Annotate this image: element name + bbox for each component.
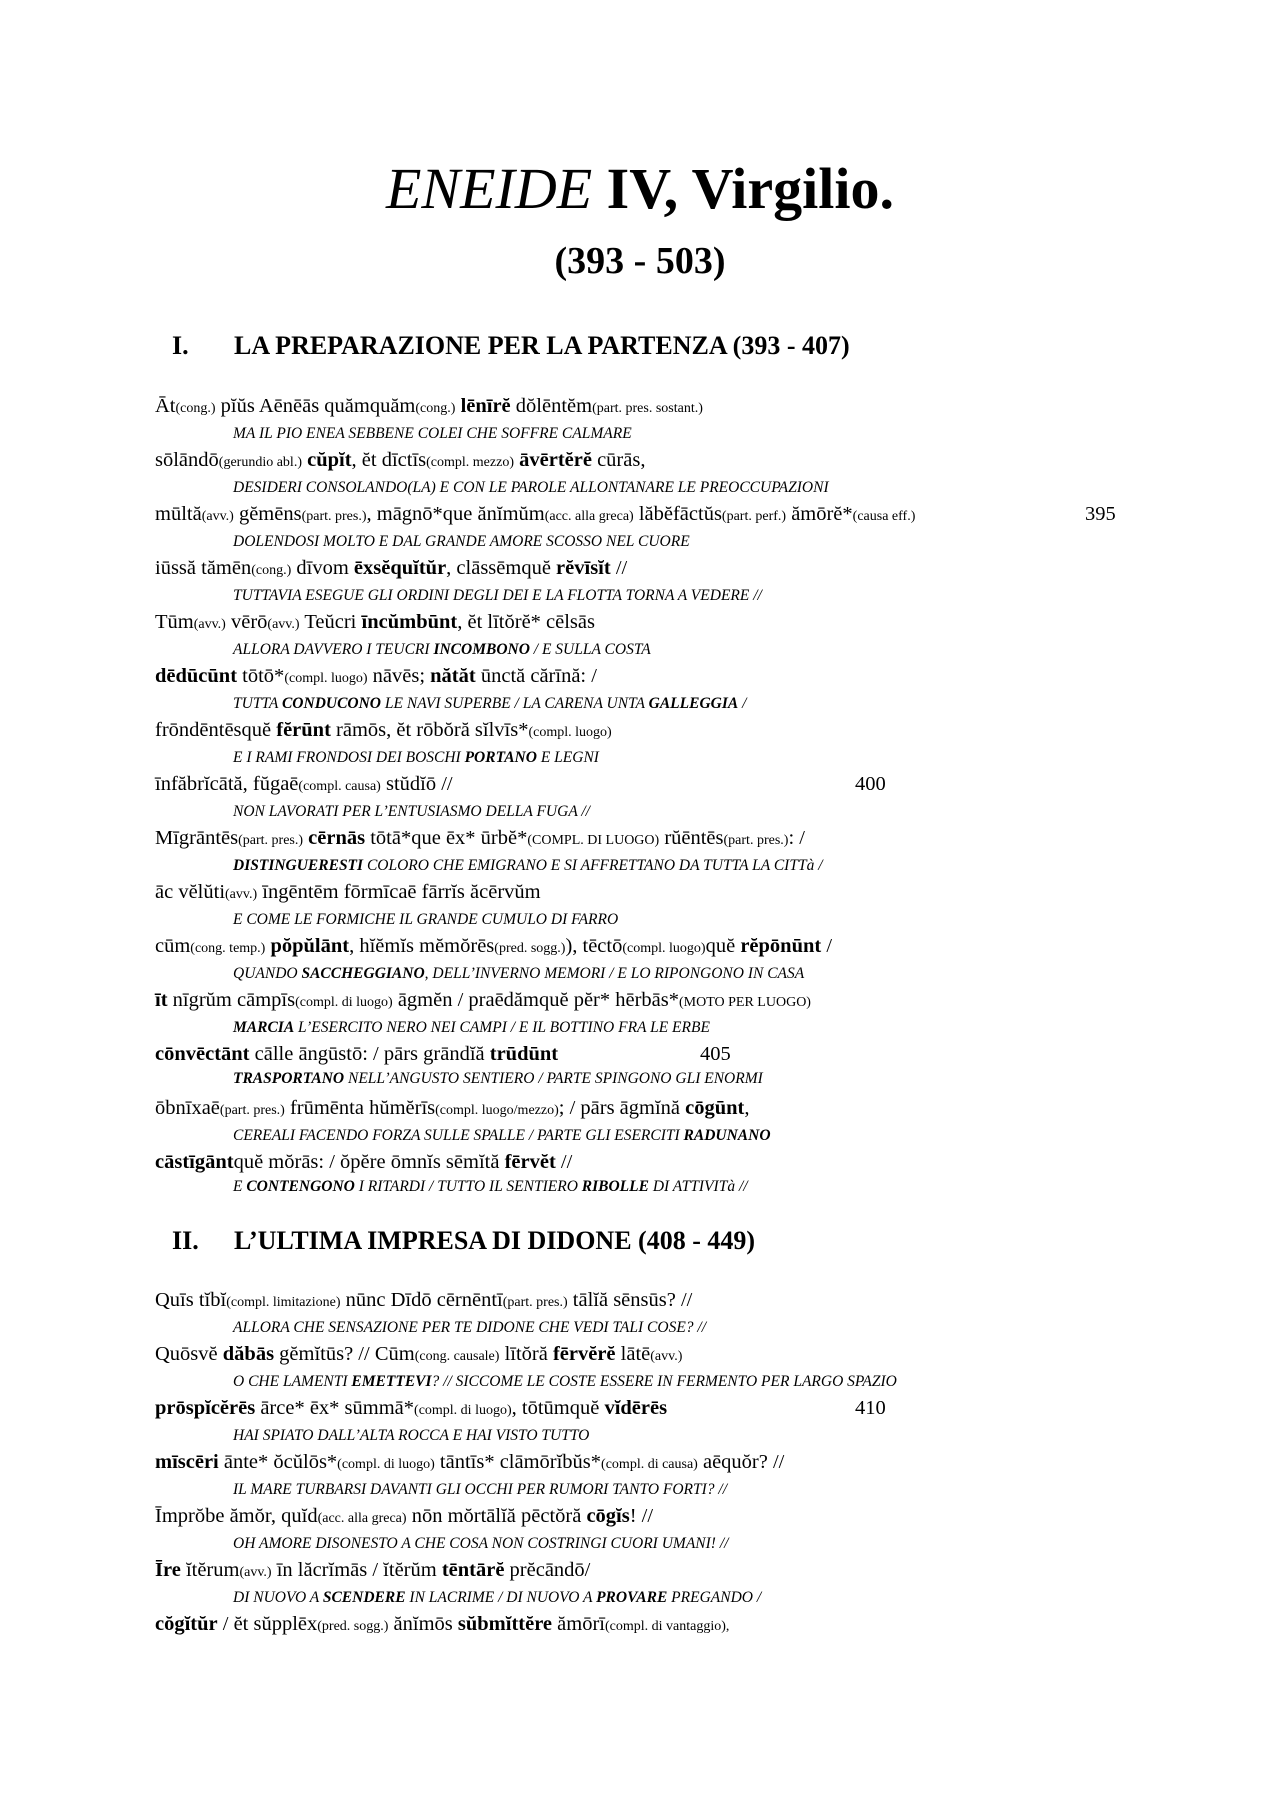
verse-number: 400 — [855, 773, 886, 795]
section-number: I. — [172, 331, 189, 360]
section-lines-2 — [155, 1287, 1135, 1665]
verb-text: cōnvēctānt — [155, 1043, 250, 1065]
text-segment: COLORO CHE EMIGRANO E SI AFFRETTANO DA TUTTA LA CITTà / — [363, 857, 823, 874]
grammar-note: (avv.) — [193, 617, 226, 632]
latin-verse — [155, 987, 1135, 1016]
verb-text: TRASPORTANO — [233, 1070, 345, 1087]
text-segment: cūrās, — [591, 449, 646, 471]
grammar-note: (cong.) — [175, 401, 216, 416]
latin-verse — [155, 825, 1135, 854]
latin-verse — [155, 879, 1135, 908]
grammar-note: (part. pres.) — [238, 833, 304, 848]
verse-pair — [155, 1095, 1135, 1149]
verb-text: Īre — [155, 1559, 181, 1581]
verb-text: prōspĭcĕrēs — [155, 1397, 256, 1419]
latin-verse — [155, 1557, 1135, 1586]
text-segment: āc vĕlŭti — [155, 881, 226, 903]
verse-pair — [155, 501, 1135, 555]
verb-text: rĕpōnūnt — [740, 935, 822, 957]
grammar-note: (compl. di vantaggio), — [604, 1619, 730, 1634]
grammar-note: (pred. sogg.) — [494, 941, 566, 956]
text-segment: cūm — [155, 935, 191, 957]
grammar-note: (cong. causale) — [414, 1349, 500, 1364]
text-segment: , ĕt lītŏrĕ* cēlsās — [457, 611, 595, 633]
italian-translation — [233, 692, 1135, 716]
text-segment: lītŏră — [499, 1343, 553, 1365]
verb-text: EMETTEVI — [351, 1373, 432, 1390]
verse-pair — [155, 663, 1135, 717]
document-title — [0, 156, 1280, 221]
text-segment: ūnctă cărīnă: / — [475, 665, 597, 687]
section-heading-1 — [172, 333, 850, 359]
latin-verse — [155, 1095, 1135, 1124]
grammar-note: (compl. luogo) — [622, 941, 706, 956]
italian-translation — [233, 584, 1135, 608]
verb-text: CONDUCONO — [281, 695, 382, 712]
verse-pair — [155, 1557, 1135, 1611]
grammar-note: (gerundio abl.) — [218, 455, 302, 470]
text-segment: DI ATTIVITà // — [648, 1178, 748, 1195]
text-segment: OH AMORE DISONESTO A CHE COSA NON COSTRINGI CUORI UMANI! // — [233, 1535, 729, 1552]
text-segment: nāvēs; — [367, 665, 431, 687]
text-segment: cālle āngūstō: / pārs grāndĭă — [249, 1043, 490, 1065]
text-segment: O CHE LAMENTI — [233, 1373, 352, 1390]
text-segment: ; / pārs āgmĭnă — [558, 1097, 686, 1119]
text-segment: TUTTAVIA ESEGUE GLI ORDINI DEGLI DEI E LA FLOTTA TORNA A VEDERE // — [233, 587, 762, 604]
grammar-note: (acc. alla greca) — [317, 1511, 407, 1526]
text-segment: Quīs tĭbĭ — [155, 1289, 227, 1311]
document-subtitle: (393 - 503) — [554, 240, 726, 282]
text-segment: Īmprŏbe ămŏr, quĭd — [155, 1505, 318, 1527]
text-segment: tāntīs* clāmōrĭbŭs* — [434, 1451, 602, 1473]
text-segment: prĕcāndō/ — [504, 1559, 591, 1581]
verb-text: RIBOLLE — [581, 1178, 649, 1195]
text-segment: , — [744, 1097, 750, 1119]
verse-pair — [155, 393, 1135, 447]
section-number: II. — [172, 1226, 199, 1255]
latin-verse — [155, 1341, 1135, 1370]
text-segment: nōn mŏrtālĭă pēctŏră — [406, 1505, 587, 1527]
text-segment: īnfăbrĭcātă, fŭgaē — [155, 773, 299, 795]
text-segment: stŭdĭō // — [380, 773, 453, 795]
verse-number: 405 — [700, 1043, 731, 1065]
grammar-note: (compl. mezzo) — [426, 455, 514, 470]
text-segment: dŏlēntĕm — [510, 395, 593, 417]
text-segment: Teŭcri — [299, 611, 362, 633]
text-segment: Mīgrāntēs — [155, 827, 239, 849]
verb-text: ēxsĕquĭtŭr — [353, 557, 447, 579]
verse-pair — [155, 879, 1135, 933]
verse-pair — [155, 447, 1135, 501]
verse-number: 395 — [1085, 503, 1116, 525]
italian-translation — [233, 1532, 1135, 1556]
text-segment: PREGANDO / — [667, 1589, 762, 1606]
text-segment: : / — [788, 827, 805, 849]
latin-verse — [155, 1449, 1135, 1478]
verb-text: dēdūcūnt — [155, 665, 238, 687]
text-segment: frōndēntēsquĕ — [155, 719, 277, 741]
grammar-note: (cong. temp.) — [190, 941, 266, 956]
verse-pair — [155, 1503, 1135, 1557]
text-segment: Tūm — [155, 611, 194, 633]
verse-pair — [155, 987, 1135, 1041]
text-segment: E I RAMI FRONDOSI DEI BOSCHI — [233, 749, 465, 766]
verb-text: cērnās — [308, 827, 366, 849]
latin-verse — [155, 1503, 1135, 1532]
latin-verse — [155, 771, 1135, 800]
italian-translation — [233, 1016, 1135, 1040]
latin-verse — [155, 393, 1135, 422]
latin-verse — [155, 1149, 1135, 1175]
latin-verse — [155, 555, 1135, 584]
grammar-note: (avv.) — [201, 509, 234, 524]
verb-text: PROVARE — [596, 1589, 668, 1606]
grammar-note: (compl. luogo) — [528, 725, 612, 740]
title-rest: IV, Virgilio. — [606, 156, 895, 221]
grammar-note: (causa eff.) — [852, 509, 916, 524]
text-segment: tōtā*que ēx* ūrbĕ* — [365, 827, 528, 849]
italian-translation — [233, 962, 1135, 986]
verse-pair — [155, 1041, 1135, 1095]
text-segment: E — [233, 1178, 247, 1195]
text-segment: ALLORA CHE SENSAZIONE PER TE DIDONE CHE VEDI TALI COSE? // — [233, 1319, 707, 1336]
grammar-note: (compl. limitazione) — [226, 1295, 341, 1310]
verb-text: cŭpĭt — [307, 449, 352, 471]
grammar-note: (compl. causa) — [298, 779, 381, 794]
grammar-note: (part. perf.) — [721, 509, 787, 524]
italian-translation — [233, 746, 1135, 770]
grammar-note: (cong.) — [251, 563, 292, 578]
text-segment: ĭtĕrum — [180, 1559, 240, 1581]
verb-text: lēnīrĕ — [460, 395, 511, 417]
italian-translation — [233, 1316, 1135, 1340]
verb-text: nătăt — [430, 665, 476, 687]
verb-text: fērvĕt — [504, 1151, 556, 1173]
latin-verse — [155, 717, 1135, 746]
latin-verse — [155, 663, 1135, 692]
text-segment: ămōrī — [552, 1613, 605, 1635]
italian-translation — [233, 422, 1135, 446]
verse-pair — [155, 771, 1135, 825]
grammar-note: (part. pres.) — [301, 509, 367, 524]
verse-pair — [155, 555, 1135, 609]
text-segment: frūmēnta hŭmĕrīs — [284, 1097, 436, 1119]
text-segment: , tōtūmquĕ — [511, 1397, 605, 1419]
grammar-note: (compl. di luogo) — [337, 1457, 435, 1472]
grammar-note: (avv.) — [239, 1565, 272, 1580]
verse-pair — [155, 1449, 1135, 1503]
text-segment: NELL’ANGUSTO SENTIERO / PARTE SPINGONO GLI ENORMI — [344, 1070, 763, 1087]
verb-text: DISTINGUERESTI — [233, 857, 364, 874]
text-segment: īn lăcrĭmās / ĭtĕrŭm — [271, 1559, 442, 1581]
text-segment: CEREALI FACENDO FORZA SULLE SPALLE / PARTE GLI ESERCITI — [233, 1127, 684, 1144]
text-segment: // — [610, 557, 628, 579]
verb-text: sŭbmĭttĕre — [457, 1613, 553, 1635]
text-segment: mūltă — [155, 503, 202, 525]
verb-text: GALLEGGIA — [648, 695, 739, 712]
text-segment: gĕmĭtūs? // Cūm — [274, 1343, 415, 1365]
text-segment: , māgnō*que ănĭmŭm — [366, 503, 545, 525]
grammar-note: (cong.) — [415, 401, 456, 416]
text-segment: DESIDERI CONSOLANDO(LA) E CON LE PAROLE ALLONTANARE LE PREOCCUPAZIONI — [233, 479, 829, 496]
latin-verse — [155, 609, 1135, 638]
italian-translation — [233, 1370, 1135, 1394]
text-segment: sōlāndō — [155, 449, 219, 471]
grammar-note: (MOTO PER LUOGO) — [679, 995, 811, 1010]
italian-translation — [233, 800, 1135, 824]
grammar-note: (compl. di luogo) — [295, 995, 393, 1010]
italian-translation — [233, 1424, 1135, 1448]
text-segment: , hĭĕmĭs mĕmŏrēs — [349, 935, 495, 957]
text-segment: E LEGNI — [536, 749, 599, 766]
section-title: LA PREPARAZIONE PER LA PARTENZA (393 - 407) — [234, 331, 850, 360]
grammar-note: (compl. di luogo) — [414, 1403, 512, 1418]
verb-text: SCENDERE — [322, 1589, 406, 1606]
verb-text: CONTENGONO — [246, 1178, 355, 1195]
verse-pair — [155, 825, 1135, 879]
title-work: ENEIDE — [385, 156, 593, 221]
verse-pair — [155, 1395, 1135, 1449]
section-heading-2 — [172, 1228, 755, 1254]
text-segment: rŭēntēs — [659, 827, 724, 849]
verse-pair — [155, 1341, 1135, 1395]
grammar-note: (avv.) — [267, 617, 300, 632]
verb-text: cŏgĭtŭr — [155, 1613, 218, 1635]
text-segment: aēquŏr? // — [697, 1451, 785, 1473]
text-segment: quĕ — [705, 935, 741, 957]
italian-translation — [233, 1124, 1135, 1148]
verse-number: 410 — [855, 1397, 886, 1419]
text-segment: , clāssēmquĕ — [446, 557, 557, 579]
italian-translation — [233, 1175, 1135, 1199]
text-segment: , ĕt dīctīs — [351, 449, 427, 471]
text-segment: DOLENDOSI MOLTO E DAL GRANDE AMORE SCOSSO NEL CUORE — [233, 533, 690, 550]
text-segment: I RITARDI / TUTTO IL SENTIERO — [354, 1178, 582, 1195]
verb-text: cōgūnt — [685, 1097, 745, 1119]
verb-text: fērvĕrĕ — [552, 1343, 616, 1365]
verb-text: MARCIA — [233, 1019, 295, 1036]
text-segment: E COME LE FORMICHE IL GRANDE CUMULO DI FARRO — [233, 911, 619, 928]
text-segment: / — [821, 935, 833, 957]
latin-verse — [155, 501, 1135, 530]
latin-verse — [155, 1395, 1135, 1424]
italian-translation — [233, 854, 1135, 878]
italian-translation — [233, 638, 1135, 662]
grammar-note: (pred. sogg.) — [317, 1619, 389, 1634]
verse-pair — [155, 1287, 1135, 1341]
text-segment: / — [738, 695, 747, 712]
text-segment: NON LAVORATI PER L’ENTUSIASMO DELLA FUGA // — [233, 803, 590, 820]
verse-pair — [155, 933, 1135, 987]
grammar-note: (part. pres. sostant.) — [592, 401, 703, 416]
text-segment: QUANDO — [233, 965, 302, 982]
verb-text: āvērtĕrĕ — [519, 449, 592, 471]
text-segment: rāmōs, ĕt rōbŏră sĭlvīs* — [330, 719, 529, 741]
verb-text: PORTANO — [464, 749, 537, 766]
grammar-note: (compl. luogo) — [284, 671, 368, 686]
verb-text: dăbās — [222, 1343, 275, 1365]
verb-text: cōgĭs — [586, 1505, 630, 1527]
latin-verse — [155, 1041, 1135, 1067]
text-segment: pĭŭs Aēnēās quămquăm — [215, 395, 416, 417]
grammar-note: (acc. alla greca) — [544, 509, 634, 524]
text-segment: nīgrŭm cāmpīs — [167, 989, 296, 1011]
text-segment: ōbnīxaē — [155, 1097, 220, 1119]
text-segment: ALLORA DAVVERO I TEUCRI — [233, 641, 434, 658]
grammar-note: (COMPL. DI LUOGO) — [527, 833, 660, 848]
section-title: L’ULTIMA IMPRESA DI DIDONE (408 - 449) — [234, 1226, 756, 1255]
verb-text: īt — [155, 989, 168, 1011]
text-segment: TUTTA — [233, 695, 282, 712]
verb-text: vĭdērēs — [604, 1397, 668, 1419]
text-segment: āgmĕn / praēdămquĕ pĕr* hērbās* — [392, 989, 679, 1011]
verse-pair — [155, 717, 1135, 771]
text-segment: lātē — [615, 1343, 651, 1365]
verb-text: trūdūnt — [489, 1043, 559, 1065]
grammar-note: (part. pres.) — [219, 1103, 285, 1118]
verb-text: INCOMBONO — [433, 641, 530, 658]
text-segment: īngēntēm fōrmīcaē fārrĭs ăcērvŭm — [257, 881, 541, 903]
italian-translation — [233, 530, 1135, 554]
text-segment: L’ESERCITO NERO NEI CAMPI / E IL BOTTINO FRA LE ERBE — [294, 1019, 710, 1036]
text-segment: ānte* ŏcŭlōs* — [218, 1451, 338, 1473]
text-segment: ănĭmōs — [388, 1613, 458, 1635]
latin-verse — [155, 1611, 1135, 1640]
verse-pair — [155, 1611, 1135, 1665]
verse-pair — [155, 1149, 1135, 1203]
text-segment: LE NAVI SUPERBE / LA CARENA UNTA — [381, 695, 649, 712]
text-segment: MA IL PIO ENEA SEBBENE COLEI CHE SOFFRE CALMARE — [233, 425, 632, 442]
verb-text: RADUNANO — [683, 1127, 771, 1144]
grammar-note: (compl. luogo/mezzo) — [435, 1103, 559, 1118]
latin-verse — [155, 933, 1135, 962]
latin-verse — [155, 447, 1135, 476]
text-segment: gĕmēns — [233, 503, 302, 525]
verb-text: mīscēri — [155, 1451, 219, 1473]
verb-text: SACCHEGGIANO — [301, 965, 425, 982]
grammar-note: (avv.) — [650, 1349, 683, 1364]
verb-text: cāstīgānt — [155, 1151, 234, 1173]
verb-text: rĕvīsĭt — [556, 557, 611, 579]
text-segment: , DELL’INVERNO MEMORI / E LO RIPONGONO IN CASA — [424, 965, 805, 982]
grammar-note: (part. pres.) — [723, 833, 789, 848]
text-segment: / E SULLA COSTA — [529, 641, 651, 658]
section-lines-1 — [155, 393, 1135, 1203]
text-segment: ămōrĕ* — [786, 503, 853, 525]
text-segment: Āt — [155, 395, 176, 417]
latin-verse — [155, 1287, 1135, 1316]
grammar-note: (compl. di causa) — [601, 1457, 698, 1472]
italian-translation — [233, 476, 1135, 500]
italian-translation — [233, 1478, 1135, 1502]
verb-text: fĕrūnt — [276, 719, 331, 741]
verb-text: tēntārĕ — [441, 1559, 505, 1581]
italian-translation — [233, 908, 1135, 932]
verb-text: pŏpŭlānt — [270, 935, 350, 957]
text-segment: iūssă tămēn — [155, 557, 252, 579]
text-segment: lăbĕfāctŭs — [633, 503, 722, 525]
text-segment: dīvom — [291, 557, 354, 579]
text-segment: ! // — [629, 1505, 654, 1527]
text-segment: / ĕt sŭpplēx — [217, 1613, 318, 1635]
grammar-note: (avv.) — [225, 887, 258, 902]
verse-pair — [155, 609, 1135, 663]
text-segment: // — [555, 1151, 573, 1173]
text-segment: ārce* ēx* sūmmā* — [255, 1397, 415, 1419]
text-segment: Quōsvĕ — [155, 1343, 223, 1365]
text-segment: DI NUOVO A — [233, 1589, 323, 1606]
italian-translation — [233, 1586, 1135, 1610]
text-segment: ), tēctō — [565, 935, 623, 957]
text-segment: vērō — [225, 611, 268, 633]
italian-translation — [233, 1067, 1135, 1091]
text-segment: nūnc Dīdō cērnēntī — [340, 1289, 503, 1311]
text-segment: tōtō* — [237, 665, 285, 687]
text-segment: IL MARE TURBARSI DAVANTI GLI OCCHI PER RUMORI TANTO FORTI? // — [233, 1481, 728, 1498]
text-segment: tālĭă sēnsūs? // — [567, 1289, 693, 1311]
text-segment: IN LACRIME / DI NUOVO A — [405, 1589, 597, 1606]
verb-text: īncŭmbūnt — [361, 611, 458, 633]
text-segment: quĕ mŏrās: / ŏpĕre ōmnĭs sēmĭtă — [233, 1151, 505, 1173]
text-segment: ? // SICCOME LE COSTE ESSERE IN FERMENTO PER LARGO SPAZIO — [431, 1373, 897, 1390]
text-segment: HAI SPIATO DALL’ALTA ROCCA E HAI VISTO TUTTO — [233, 1427, 590, 1444]
grammar-note: (part. pres.) — [502, 1295, 568, 1310]
